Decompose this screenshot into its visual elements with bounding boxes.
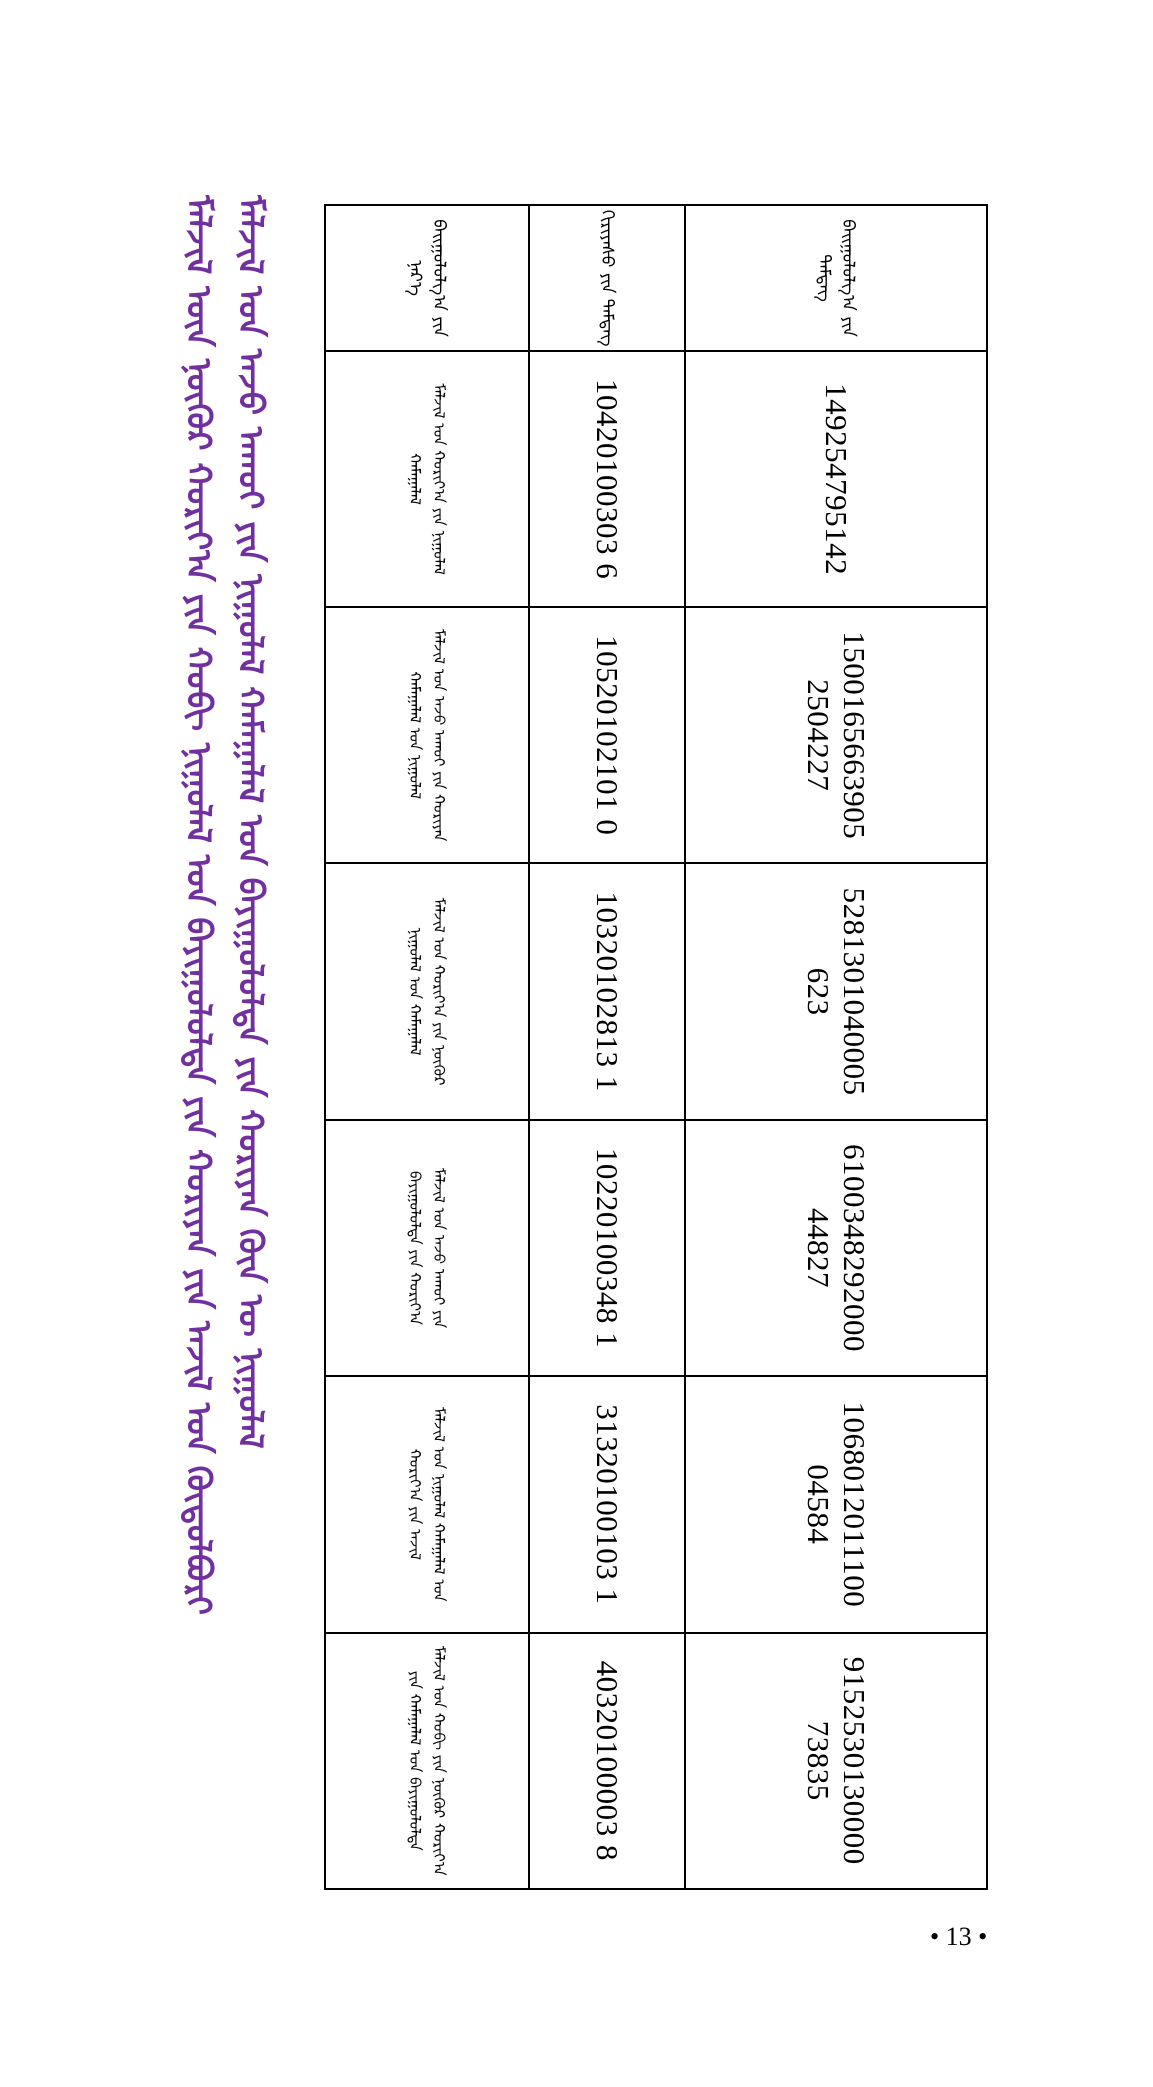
name-cell: ᠮᠠᠯᠵᠢᠯ ᠤᠨ ᠬᠣᠷᠢᠶ᠎ᠠ ᠶᠢᠨ ᠨᠢᠭᠤᠯᠠᠯ ᠬᠠᠮᠠᠭᠠᠯᠠᠯ bbox=[325, 351, 529, 607]
row-label-name: ᠪᠠᠢᠭᠤᠯᠤᠯᠭ᠎ᠠ ᠶᠢᠨ ᠨᠡᠷ᠎ᠡ bbox=[325, 205, 529, 351]
heading-line-1: ᠮᠠᠯᠵᠢᠯ ᠦᠨ ᠨᠥᠬᠦᠷ ᠬᠣᠷᠢᠶ᠎ᠠ ᠶᠢᠨ ᠬᠤᠪᠢ ᠨᠢᠭᠤᠯᠠᠯ ᠤᠨ ᠪᠠᠶᠢᠭᠤᠯᠤᠯᠲᠠ ᠶᠢᠨ ᠬᠤᠷᠢᠶᠠᠨ ᠶᠢᠨ ᠠᠵᠢᠯ ᠤᠨ ᠬᠥᠲᠥᠯᠪᠦᠷᠢ bbox=[178, 195, 218, 1616]
id-cell: 5281301040005 623 bbox=[685, 863, 987, 1119]
row-label-id: ᠪᠠᠢᠭᠤᠯᠤᠯᠭ᠎ᠠ ᠶᠢᠨ ᠲᠡᠮᠳᠡᠭ bbox=[685, 205, 987, 351]
id-cell: 1500165663905 2504227 bbox=[685, 607, 987, 863]
page-number: • 13 • bbox=[930, 1922, 988, 1951]
code-cell: 10420100303 6 bbox=[529, 351, 684, 607]
id-cell: 6100348292000 44827 bbox=[685, 1120, 987, 1376]
name-cell: ᠮᠠᠯᠵᠢᠯ ᠤᠨ ᠨᠢᠭᠤᠯᠠᠯ ᠬᠠᠮᠠᠭᠠᠯᠠᠯ ᠤᠨ ᠬᠣᠷᠢᠶ᠎ᠠ ᠶᠢᠨ ᠠᠵᠢᠯ bbox=[325, 1376, 529, 1632]
code-cell: 31320100103 1 bbox=[529, 1376, 684, 1632]
code-cell: 10320102813 1 bbox=[529, 863, 684, 1119]
name-cell: ᠮᠠᠯᠵᠢᠯ ᠤᠨ ᠬᠣᠷᠢᠶ᠎ᠠ ᠶᠢᠨ ᠨᠥᠬᠦᠷ ᠨᠢᠭᠤᠯᠠᠯ ᠤᠨ ᠬᠠᠮᠠᠭᠠᠯᠠᠯ bbox=[325, 863, 529, 1119]
data-table-wrapper bbox=[324, 204, 988, 1890]
table-row-ids bbox=[685, 205, 987, 1889]
name-cell: ᠮᠠᠯᠵᠢᠯ ᠤᠨ ᠠᠵᠤ ᠠᠬᠤᠢ ᠶᠢᠨ ᠬᠤᠷᠢᠶᠠᠨ ᠬᠠᠮᠠᠭᠠᠯᠠᠯ ᠤᠨ ᠨᠢᠭᠤᠯᠠᠯ bbox=[325, 607, 529, 863]
id-cell: 9152530130000 73835 bbox=[685, 1633, 987, 1889]
name-cell: ᠮᠠᠯᠵᠢᠯ ᠤᠨ ᠠᠵᠤ ᠠᠬᠤᠢ ᠶᠢᠨ ᠪᠠᠶᠢᠭᠤᠯᠤᠯᠲᠠ ᠶᠢᠨ ᠬᠣᠷᠢᠶ᠎ᠠ bbox=[325, 1120, 529, 1376]
id-cell: 1068012011100 04584 bbox=[685, 1376, 987, 1632]
heading-line-2: ᠮᠠᠯᠵᠢᠯ ᠤᠨ ᠠᠵᠤ ᠠᠬᠤᠢ ᠶᠢᠨ ᠨᠢᠭᠤᠯᠠᠯ ᠬᠠᠮᠠᠭᠠᠯᠠᠯ ᠤᠨ ᠪᠠᠶᠢᠭᠤᠯᠤᠯᠲᠠ ᠶᠢᠨ ᠬᠤᠷᠢᠶᠠᠨ ᠬᠦᠨ ᠦ ᠨᠢᠭᠤᠯᠠᠯ bbox=[230, 195, 270, 1449]
table-row-codes bbox=[529, 205, 684, 1889]
data-table bbox=[324, 204, 988, 1890]
code-cell: 10220100348 1 bbox=[529, 1120, 684, 1376]
name-cell: ᠮᠠᠯᠵᠢᠯ ᠤᠨ ᠬᠤᠪᠢ ᠶᠢᠨ ᠨᠥᠬᠦᠷ ᠬᠣᠷᠢᠶ᠎ᠠ ᠶᠢᠨ ᠬᠠᠮᠠᠭᠠᠯᠠᠯ ᠤᠨ ᠪᠠᠶᠢᠭᠤᠯᠤᠯᠲᠠ bbox=[325, 1633, 529, 1889]
id-cell: 149254795142 bbox=[685, 351, 987, 607]
code-cell: 10520102101 0 bbox=[529, 607, 684, 863]
code-cell: 40320100003 8 bbox=[529, 1633, 684, 1889]
table-row-names bbox=[325, 205, 529, 1889]
row-label-code: ᠬᠢᠷᠢᠶᠠᠰᠤ ᠶᠢᠨ ᠲᠡᠮᠳᠡᠭ bbox=[529, 205, 684, 351]
